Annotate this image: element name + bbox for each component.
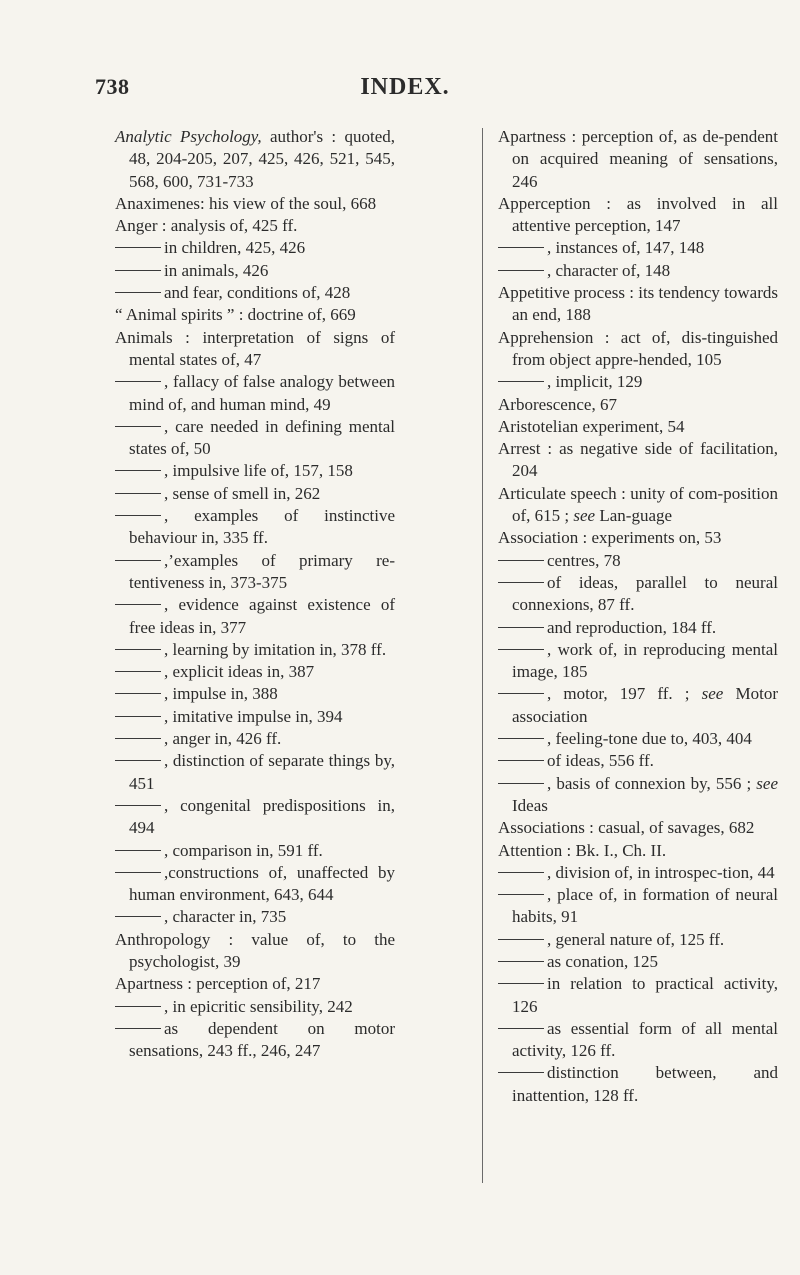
index-column-left	[115, 126, 395, 1062]
entry-text: , distinction of separate things by, 451	[129, 751, 395, 793]
index-entry	[498, 282, 778, 327]
index-subentry	[115, 706, 395, 728]
see-reference-target: Motor association	[512, 684, 779, 726]
index-subentry	[115, 906, 395, 928]
ditto-dash	[115, 247, 161, 248]
entry-text: Arrest : as negative side of facilitation, 204	[498, 439, 778, 481]
entry-text: , learning by imitation in, 378 ff.	[164, 639, 387, 659]
ditto-dash	[115, 470, 161, 471]
entry-text: Association : experiments on, 53	[498, 528, 722, 548]
index-subentry	[498, 683, 778, 728]
entry-text: Associations : casual, of savages, 682	[498, 818, 755, 838]
index-subentry	[115, 996, 395, 1018]
entry-text: and reproduction, 184 ff.	[547, 617, 717, 637]
index-entry	[115, 327, 395, 372]
entry-text: as essential form of all mental activity, 126 ff.	[512, 1018, 778, 1061]
index-subentry	[115, 594, 395, 639]
index-entry	[498, 483, 778, 528]
entry-text: , general nature of, 125 ff.	[547, 929, 725, 949]
index-subentry	[498, 951, 778, 973]
entry-text: , work of, in reproducing mental image, 185	[512, 639, 778, 682]
see-reference: see	[701, 684, 724, 704]
index-subentry	[498, 1062, 778, 1107]
index-subentry	[115, 282, 395, 304]
index-subentry	[115, 460, 395, 482]
index-subentry	[498, 884, 778, 929]
entry-text: , comparison in, 591 ff.	[164, 840, 323, 860]
ditto-dash	[498, 983, 544, 984]
index-subentry	[115, 750, 395, 795]
entry-text: Animals : interpretation of signs of mental states of, 47	[115, 327, 395, 369]
entry-text: as dependent on motor sensations, 243 ff., 246, 247	[129, 1018, 395, 1061]
entry-text: , impulse in, 388	[164, 684, 278, 704]
entry-text: , care needed in defining mental states of, 50	[129, 416, 395, 459]
index-subentry	[115, 862, 395, 907]
index-subentry	[115, 1018, 395, 1063]
entry-text: , instances of, 147, 148	[547, 238, 705, 258]
page-title: INDEX.	[360, 74, 450, 100]
index-subentry	[115, 728, 395, 750]
index-subentry	[115, 795, 395, 840]
index-subentry	[115, 840, 395, 862]
index-subentry	[115, 416, 395, 461]
index-subentry	[498, 550, 778, 572]
entry-text: , fallacy of false analogy between mind of, and human mind, 49	[129, 372, 395, 414]
ditto-dash	[115, 515, 161, 516]
entry-text: author's : quoted, 48, 204-205, 207, 425, 426, 521, 545, 568, 600, 731-733	[129, 127, 395, 191]
column-divider	[482, 128, 483, 1183]
index-entry	[115, 215, 395, 237]
index-entry	[498, 840, 778, 862]
index-entry	[115, 126, 395, 193]
ditto-dash	[115, 1028, 161, 1029]
index-entry	[498, 438, 778, 483]
entry-text: , impulsive life of, 157, 158	[164, 461, 353, 481]
index-subentry	[115, 661, 395, 683]
entry-text: Apartness : perception of, 217	[115, 974, 321, 994]
index-subentry	[115, 237, 395, 259]
see-reference-target: Ideas	[512, 795, 548, 815]
entry-text: as conation, 125	[547, 951, 658, 971]
ditto-dash	[115, 493, 161, 494]
index-subentry	[498, 973, 778, 1018]
index-subentry	[498, 773, 778, 818]
ditto-dash	[115, 604, 161, 605]
entry-text: , basis of connexion by, 556 ;	[547, 773, 757, 793]
entry-text: distinction between, and inattention, 128 ff.	[512, 1063, 778, 1105]
entry-text: in relation to practical activity, 126	[512, 974, 778, 1016]
ditto-dash	[115, 805, 161, 806]
ditto-dash	[498, 560, 544, 561]
entry-text: Anger : analysis of, 425 ff.	[115, 216, 298, 236]
ditto-dash	[115, 716, 161, 717]
index-entry	[115, 304, 395, 326]
see-reference: see	[573, 506, 596, 526]
ditto-dash	[115, 426, 161, 427]
ditto-dash	[498, 760, 544, 761]
ditto-dash	[115, 916, 161, 917]
ditto-dash	[115, 738, 161, 739]
ditto-dash	[498, 627, 544, 628]
entry-text: of ideas, 556 ff.	[547, 751, 654, 771]
index-entry	[498, 126, 778, 193]
entry-text: of ideas, parallel to neural connexions, 87 ff.	[512, 572, 778, 615]
entry-text: , in epicritic sensibility, 242	[164, 996, 353, 1016]
entry-text: , sense of smell in, 262	[164, 483, 321, 503]
entry-text: Anthropology : value of, to the psychologist, 39	[115, 929, 395, 971]
entry-heading-italic: Analytic Psychology,	[115, 127, 262, 146]
index-entry	[498, 193, 778, 238]
ditto-dash	[115, 1006, 161, 1007]
index-subentry	[115, 483, 395, 505]
entry-text: Articulate speech : unity of com-position of, 615 ;	[498, 483, 778, 526]
index-subentry	[498, 862, 778, 884]
entry-text: Attention : Bk. I., Ch. II.	[498, 840, 667, 860]
ditto-dash	[115, 760, 161, 761]
page-number: 738	[95, 74, 130, 99]
index-subentry	[498, 572, 778, 617]
entry-text: , evidence against existence of free ideas in, 377	[129, 595, 395, 637]
entry-text: , feeling-tone due to, 403, 404	[547, 729, 752, 749]
entry-text: Appetitive process : its tendency towards an end, 188	[498, 283, 778, 325]
entry-text: and fear, conditions of, 428	[164, 283, 351, 303]
entry-text: in children, 425, 426	[164, 238, 306, 258]
ditto-dash	[115, 693, 161, 694]
see-reference-target: Lan-guage	[595, 506, 673, 526]
entry-text: Apartness : perception of, as de-pendent on acquired meaning of sensations, 246	[498, 127, 778, 191]
entry-text: , anger in, 426 ff.	[164, 729, 282, 749]
ditto-dash	[498, 894, 544, 895]
index-subentry	[115, 505, 395, 550]
ditto-dash	[498, 247, 544, 248]
index-subentry	[498, 639, 778, 684]
index-entry	[498, 817, 778, 839]
index-entry	[498, 327, 778, 372]
index-subentry	[498, 728, 778, 750]
index-subentry	[498, 750, 778, 772]
entry-text: , imitative impulse in, 394	[164, 706, 343, 726]
entry-text: , explicit ideas in, 387	[164, 662, 315, 682]
index-entry	[498, 394, 778, 416]
index-subentry	[115, 550, 395, 595]
ditto-dash	[115, 381, 161, 382]
entry-text: , division of, in introspec-tion, 44	[547, 862, 775, 882]
entry-text: , character in, 735	[164, 907, 287, 927]
index-subentry	[115, 683, 395, 705]
entry-text: in animals, 426	[164, 260, 269, 280]
ditto-dash	[115, 850, 161, 851]
ditto-dash	[115, 671, 161, 672]
index-subentry	[115, 371, 395, 416]
ditto-dash	[498, 693, 544, 694]
entry-text: ,constructions of, unaffected by human environment, 643, 644	[129, 862, 395, 905]
ditto-dash	[498, 939, 544, 940]
ditto-dash	[498, 872, 544, 873]
entry-text: Apprehension : act of, dis-tinguished from object appre-hended, 105	[498, 327, 778, 369]
entry-text: Arborescence, 67	[498, 394, 617, 414]
ditto-dash	[498, 649, 544, 650]
entry-text: , congenital predispositions in, 494	[129, 795, 395, 838]
index-entry	[115, 193, 395, 215]
ditto-dash	[115, 872, 161, 873]
index-subentry	[498, 260, 778, 282]
index-entry	[498, 416, 778, 438]
ditto-dash	[115, 560, 161, 561]
index-subentry	[498, 371, 778, 393]
index-column-right	[498, 126, 778, 1107]
entry-text: , character of, 148	[547, 260, 671, 280]
ditto-dash	[498, 961, 544, 962]
entry-text: , implicit, 129	[547, 372, 643, 392]
index-subentry	[498, 1018, 778, 1063]
index-subentry	[115, 639, 395, 661]
entry-text: , motor, 197 ff. ;	[547, 684, 702, 704]
index-entry	[115, 929, 395, 974]
entry-text: centres, 78	[547, 550, 621, 570]
entry-text: , place of, in formation of neural habits, 91	[512, 885, 778, 927]
entry-text: , examples of instinctive behaviour in, 335 ff.	[129, 506, 395, 548]
ditto-dash	[498, 270, 544, 271]
see-reference: see	[756, 773, 778, 793]
ditto-dash	[498, 381, 544, 382]
entry-text: ,’examples of primary re-tentiveness in, 373-375	[129, 550, 395, 592]
entry-text: “ Animal spirits ” : doctrine of, 669	[115, 305, 356, 325]
index-subentry	[498, 929, 778, 951]
ditto-dash	[498, 582, 544, 583]
ditto-dash	[498, 783, 544, 784]
entry-text: Anaximenes: his view of the soul, 668	[115, 193, 377, 213]
ditto-dash	[498, 738, 544, 739]
ditto-dash	[498, 1028, 544, 1029]
ditto-dash	[115, 270, 161, 271]
index-subentry	[115, 260, 395, 282]
index-subentry	[498, 617, 778, 639]
ditto-dash	[115, 292, 161, 293]
ditto-dash	[115, 649, 161, 650]
entry-text: Aristotelian experiment, 54	[498, 416, 685, 436]
index-entry	[115, 973, 395, 995]
page-header	[95, 74, 715, 114]
index-entry	[498, 527, 778, 549]
index-subentry	[498, 237, 778, 259]
ditto-dash	[498, 1072, 544, 1073]
entry-text: Apperception : as involved in all attentive perception, 147	[498, 193, 778, 236]
